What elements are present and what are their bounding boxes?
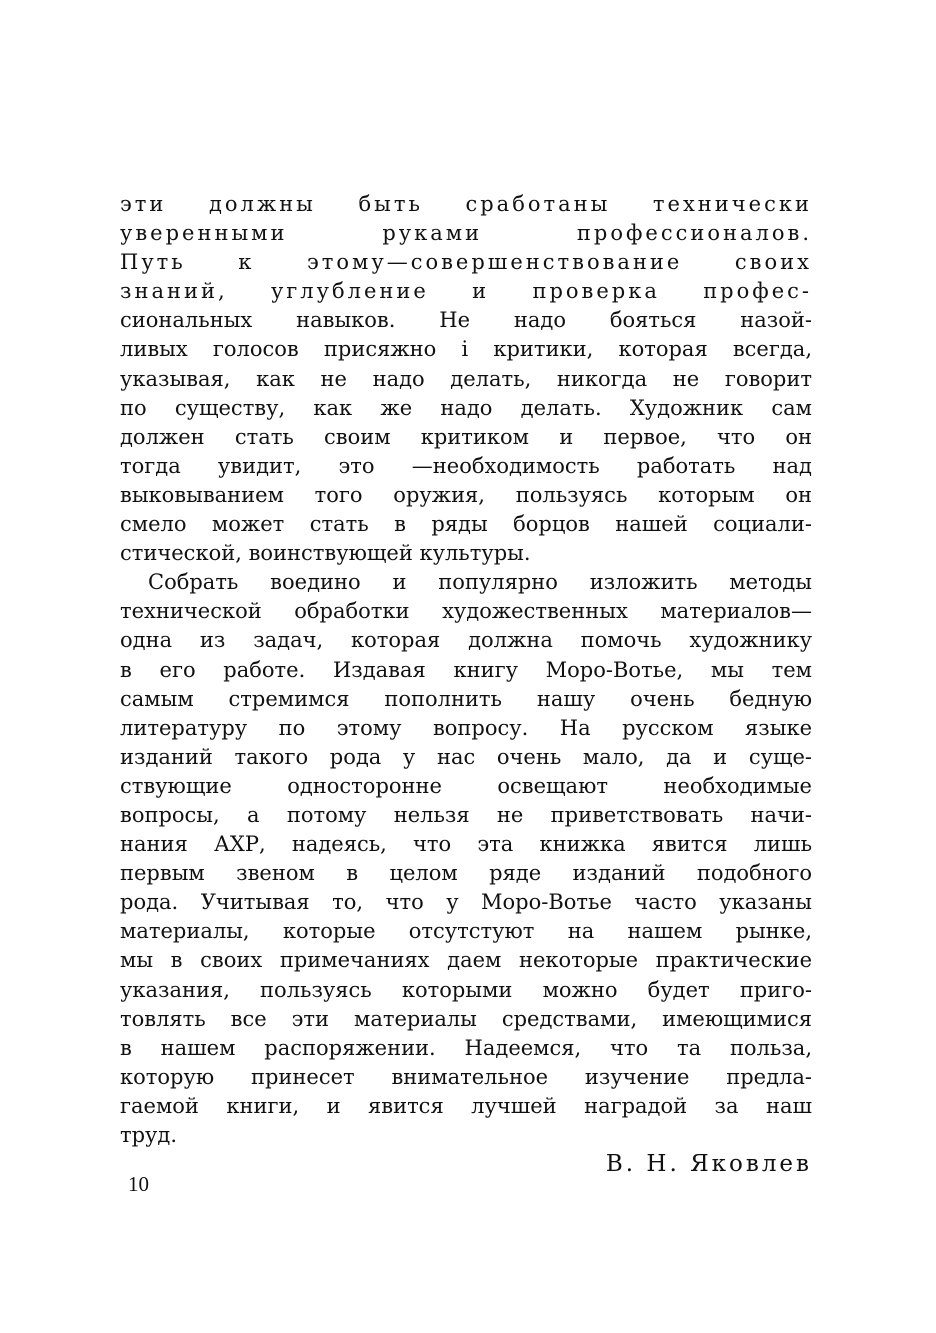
text-line: гаемой книги, и явится лучшей наградой за наш <box>120 1093 812 1118</box>
text-line: технической обработки художественных материалов— <box>120 599 812 624</box>
text-line: первым звеном в целом ряде изданий подобного <box>120 861 812 886</box>
text-line: литературу по этому вопросу. На русском языке <box>120 715 812 740</box>
page-number: 10 <box>128 1172 149 1196</box>
text-line: смело может стать в ряды борцов нашей социали- <box>120 512 812 537</box>
text-line: сиональных навыков. Не надо бояться назой- <box>120 308 812 333</box>
text-line: Собрать воедино и популярно изложить методы <box>148 570 812 595</box>
text-line: нания АХР, надеясь, что эта книжка явится лишь <box>120 832 812 857</box>
text-line: мы в своих примечаниях даем некоторые практические <box>120 948 812 973</box>
text-line: знаний, углубление и проверка профес- <box>120 279 812 304</box>
author-signature: В. Н. Яковлев <box>605 1151 812 1177</box>
body-text <box>120 190 812 1150</box>
text-line: рода. Учитывая то, что у Моро-Вотье часто указаны <box>120 890 812 915</box>
text-line: Путь к этому—совершенствование своих <box>120 250 812 275</box>
text-line: эти должны быть сработаны технически <box>120 192 812 216</box>
text-line: которую принесет внимательное изучение предла- <box>120 1064 812 1089</box>
text-line: в нашем распоряжении. Надеемся, что та польза, <box>120 1035 812 1060</box>
text-line: самым стремимся пополнить нашу очень бедную <box>120 686 812 711</box>
text-line: ствующие односторонне освещают необходимые <box>120 773 812 798</box>
text-line: тогда увидит, это —необходимость работать над <box>120 453 812 478</box>
text-line: выковыванием того оружия, пользуясь которым он <box>120 482 812 507</box>
text-line: стической, воинствующей культуры. <box>120 541 531 566</box>
text-line: должен стать своим критиком и первое, что он <box>120 424 812 449</box>
text-line: труд. <box>120 1123 178 1147</box>
text-line: изданий такого рода у нас очень мало, да и суще- <box>120 744 812 769</box>
text-line: указывая, как не надо делать, никогда не говорит <box>120 366 812 391</box>
text-line: одна из задач, которая должна помочь художнику <box>120 628 812 653</box>
text-line: указания, пользуясь которыми можно будет приго- <box>120 977 812 1002</box>
text-line: в его работе. Издавая книгу Моро-Вотье, мы тем <box>120 657 812 682</box>
text-line: товлять все эти материалы средствами, имеющимися <box>120 1006 812 1031</box>
text-line: по существу, как же надо делать. Художник сам <box>120 395 812 420</box>
text-line: ливых голосов присяжно і критики, которая всегда, <box>120 337 812 362</box>
text-line: вопросы, а потому нельзя не приветствовать начи- <box>120 802 812 827</box>
text-line: материалы, которые отсутстуют на нашем рынке, <box>120 919 812 944</box>
text-line: уверенными руками профессионалов. <box>120 221 812 246</box>
